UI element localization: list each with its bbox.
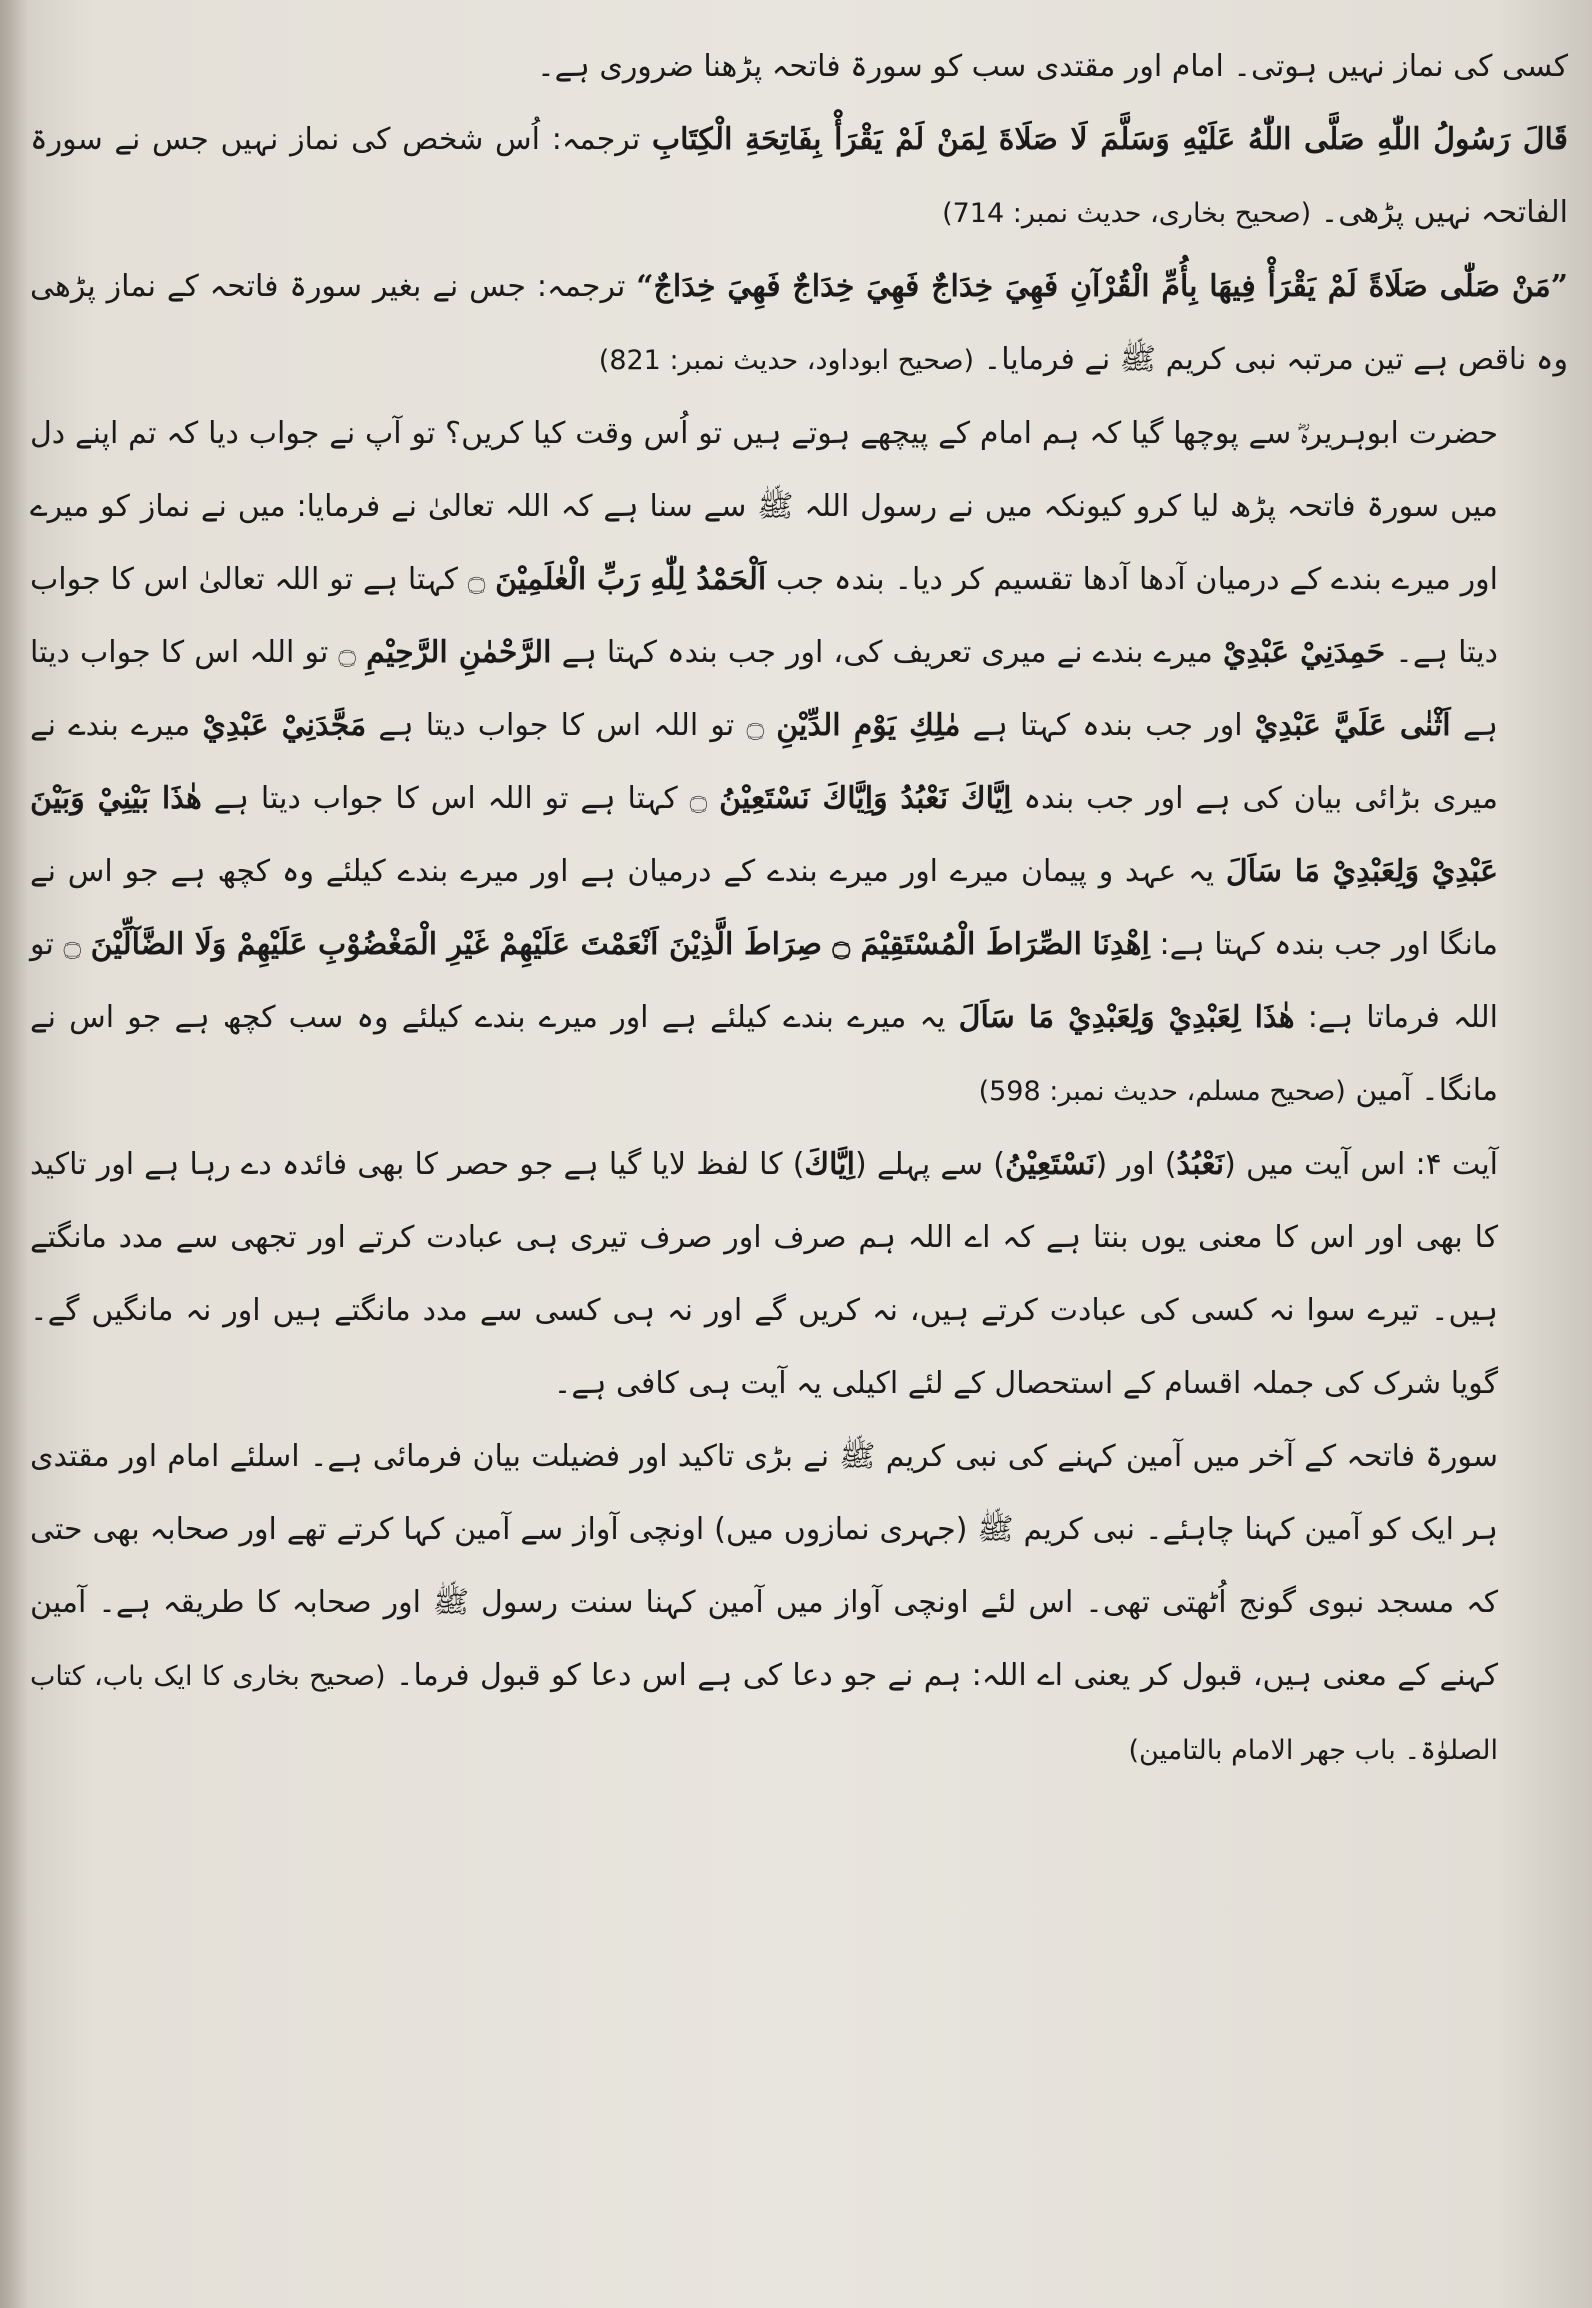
hadith-reference: (صحیح بخاری کا ایک باب، کتاب الصلوٰۃ۔ باب جهر الامام بالتامين) — [30, 1661, 1498, 1766]
arabic-quote: هٰذَا لِعَبْدِيْ وَلِعَبْدِيْ مَا سَاَلَ — [958, 1000, 1295, 1035]
urdu-text: سورۃ فاتحہ کے آخر میں آمین کہنے کی نبی کریم ﷺ نے بڑی تاکید اور فضیلت بیان فرمائی ہے۔ اسلئے امام اور مقتدی ہر ایک کو آمین کہنا چاہئے۔ نبی کریم ﷺ (جہری نمازوں میں) اونچی آواز سے آمین کہا کرتے تھے اور صحابہ بھی حتی کہ مسجد نبوی گونج اُٹھتی تھی۔ اس لئے اونچی آواز میں آمین کہنا سنت رسول ﷺ اور صحابہ کا طریقہ ہے۔ آمین کہنے کے معنی ہیں، قبول کر یعنی اے اللہ: ہم نے جو دعا کی ہے اس دعا کو قبول فرما۔ — [30, 1439, 1498, 1693]
urdu-text: اور جب بندہ کہتا ہے — [960, 708, 1255, 743]
paragraph — [30, 1420, 1568, 1787]
urdu-text: آیت ۴: اس آیت میں ( — [1224, 1147, 1499, 1182]
arabic-quote: مَجَّدَنِيْ عَبْدِيْ — [202, 708, 367, 743]
arabic-quote: ”مَنْ صَلّٰى صَلَاةً لَمْ يَقْرَأْ فِيهَا بِأُمِّ الْقُرْآنِ فَهِيَ خِدَاجٌ فَهِيَ خِدَاجٌ فَهِيَ خِدَاجٌ“ — [636, 269, 1568, 304]
paragraph — [30, 103, 1568, 250]
urdu-text: میرے بندے نے میری تعریف کی، اور جب بندہ کہتا ہے — [551, 635, 1223, 670]
arabic-quote: قَالَ رَسُولُ اللّٰهِ صَلَّى اللّٰهُ عَلَيْهِ وَسَلَّمَ لَا صَلَاةَ لِمَنْ لَمْ يَقْرَأْ بِفَاتِحَةِ الْكِتَابِ — [651, 122, 1569, 157]
arabic-quote: الرَّحْمٰنِ الرَّحِيْمِ — [366, 635, 552, 670]
paragraph — [30, 30, 1568, 103]
urdu-text: میرے بندے نے میری بڑائی بیان کی ہے اور جب بندہ — [30, 708, 1498, 816]
paragraph — [30, 397, 1568, 1128]
urdu-text: ۝ تو اللہ فرماتا ہے: — [30, 927, 1498, 1035]
urdu-text: یہ میرے بندے کیلئے ہے اور میرے بندے کیلئے وہ سب کچھ ہے جو اس نے مانگا۔ آمین — [30, 1000, 1498, 1108]
urdu-text: ۝ کہتا ہے تو اللہ تعالیٰ اس کا جواب دیتا ہے۔ — [30, 562, 1499, 670]
arabic-quote: نَسْتَعِيْنُ — [1004, 1147, 1096, 1182]
arabic-quote: اِيَّاكَ — [804, 1147, 855, 1182]
hadith-reference: (صحیح ابوداود، حدیث نمبر: 821) — [598, 345, 975, 376]
arabic-quote: نَعْبُدُ — [1176, 1147, 1225, 1182]
arabic-quote: اَلْحَمْدُ لِلّٰهِ رَبِّ الْعٰلَمِيْنَ — [495, 562, 767, 597]
page-text-body — [30, 30, 1568, 2288]
urdu-text: ترجمہ: جس نے بغیر سورۃ فاتحہ کے نماز پڑھی وہ ناقص ہے تین مرتبہ نبی کریم ﷺ نے فرمایا۔ — [30, 269, 1568, 377]
urdu-text: حضرت ابوہریرہؓ سے پوچھا گیا کہ ہم امام کے پیچھے ہوتے ہیں تو اُس وقت کیا کریں؟ تو آپ نے جواب دیا کہ تم اپنے دل میں سورۃ فاتحہ پڑھ لیا کرو کیونکہ میں نے رسول اللہ ﷺ سے سنا ہے کہ اللہ تعالیٰ نے فرمایا: میں نے نماز کو میرے اور میرے بندے کے درمیان آدھا آدھا تقسیم کر دیا۔ بندہ جب — [30, 416, 1498, 597]
page-gutter-shadow — [0, 0, 28, 2308]
paragraph — [30, 1128, 1568, 1420]
urdu-text: ترجمہ: اُس شخص کی نماز نہیں جس نے سورۃ الفاتحہ نہیں پڑھی۔ — [30, 122, 1568, 230]
urdu-text: ) سے پہلے ( — [854, 1147, 1005, 1182]
urdu-text: کسی کی نماز نہیں ہوتی۔ امام اور مقتدی سب کو سورۃ فاتحہ پڑھنا ضروری ہے۔ — [537, 49, 1568, 84]
hadith-reference: (صحیح مسلم، حدیث نمبر: 598) — [978, 1076, 1346, 1107]
paragraph — [30, 250, 1568, 397]
urdu-text: ۝ تو اللہ اس کا جواب دیتا ہے — [30, 635, 1498, 743]
urdu-text: ۝ تو اللہ اس کا جواب دیتا ہے — [366, 708, 777, 743]
arabic-quote: اِيَّاكَ نَعْبُدُ وَاِيَّاكَ نَسْتَعِيْنُ — [719, 781, 1012, 816]
urdu-text: ) اور ( — [1095, 1147, 1177, 1182]
urdu-text: ) کا لفظ لایا گیا ہے جو حصر کا بھی فائدہ دے رہا ہے اور تاکید کا بھی اور اس کا معنی یوں بنتا ہے کہ اے اللہ ہم صرف اور صرف تیری ہی عبادت کرتے اور تجھی سے مدد مانگتے ہیں۔ تیرے سوا نہ کسی کی عبادت کرتے ہیں، نہ کریں گے اور نہ ہی کسی سے مدد مانگتے ہیں اور نہ مانگیں گے۔ گویا شرک کی جملہ اقسام کے استحصال کے لئے اکیلی یہ آیت ہی کافی ہے۔ — [30, 1147, 1498, 1401]
arabic-quote: اَثْنٰى عَلَيَّ عَبْدِيْ — [1254, 708, 1451, 743]
arabic-quote: اِهْدِنَا الصِّرَاطَ الْمُسْتَقِيْمَ ۝ صِرَاطَ الَّذِيْنَ اَنْعَمْتَ عَلَيْهِمْ غَيْرِ الْمَغْضُوْبِ عَلَيْهِمْ وَلَا الضَّآلِّيْنَ — [90, 927, 1150, 962]
urdu-text: یہ عہد و پیمان میرے اور میرے بندے کے درمیان ہے اور میرے بندے کیلئے وہ کچھ ہے جو اس نے مانگا اور جب بندہ کہتا ہے: — [30, 854, 1498, 962]
arabic-quote: هٰذَا بَيْنِيْ وَبَيْنَ عَبْدِيْ وَلِعَبْدِيْ مَا سَاَلَ — [30, 781, 1498, 889]
arabic-quote: حَمِدَنِيْ عَبْدِيْ — [1222, 635, 1386, 670]
arabic-quote: مٰلِكِ يَوْمِ الدِّيْنِ — [776, 708, 961, 743]
urdu-text: ۝ کہتا ہے تو اللہ اس کا جواب دیتا ہے — [201, 781, 720, 816]
hadith-reference: (صحیح بخاری، حدیث نمبر: 714) — [942, 198, 1312, 229]
